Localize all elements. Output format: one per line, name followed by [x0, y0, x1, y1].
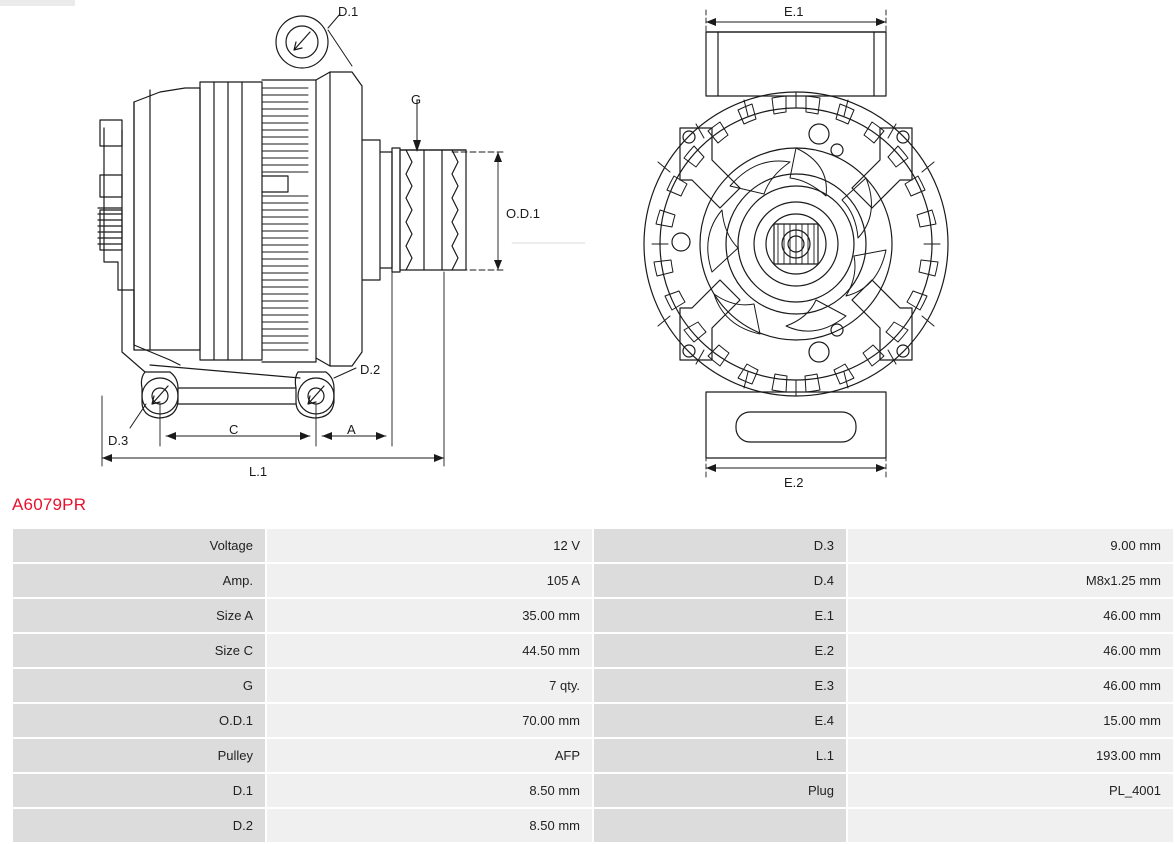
spec-value: 35.00 mm: [266, 598, 593, 633]
spec-label: Plug: [593, 773, 847, 808]
table-row: [12, 808, 1174, 843]
spec-label: D.1: [12, 773, 266, 808]
spec-value: 70.00 mm: [266, 703, 593, 738]
table-row: [12, 773, 1174, 808]
spec-value: M8x1.25 mm: [847, 563, 1174, 598]
part-number: A6079PR: [12, 495, 87, 514]
spec-value: 46.00 mm: [847, 668, 1174, 703]
spec-value: 15.00 mm: [847, 703, 1174, 738]
label-a: A: [347, 422, 356, 437]
label-d2: D.2: [360, 362, 381, 377]
spec-label: Pulley: [12, 738, 266, 773]
label-d1: D.1: [338, 4, 359, 19]
spec-value: 9.00 mm: [847, 528, 1174, 563]
side-view: [98, 14, 585, 466]
spec-label: D.2: [12, 808, 266, 843]
table-row: [12, 598, 1174, 633]
table-row: [12, 703, 1174, 738]
table-row: [12, 528, 1174, 563]
label-g: G: [411, 92, 422, 107]
table-row: [12, 738, 1174, 773]
spec-label: G: [12, 668, 266, 703]
spec-label: E.1: [593, 598, 847, 633]
label-d3: D.3: [108, 433, 129, 448]
front-view: [644, 10, 948, 478]
spec-label: E.3: [593, 668, 847, 703]
spec-value: 46.00 mm: [847, 598, 1174, 633]
spec-value: AFP: [266, 738, 593, 773]
spec-value-empty: [847, 808, 1174, 843]
spec-label: E.4: [593, 703, 847, 738]
label-e1: E.1: [784, 4, 804, 19]
spec-label-empty: [593, 808, 847, 843]
spec-label: L.1: [593, 738, 847, 773]
spec-value: PL_4001: [847, 773, 1174, 808]
spec-value: 7 qty.: [266, 668, 593, 703]
spec-label: Size C: [12, 633, 266, 668]
spec-label: Amp.: [12, 563, 266, 598]
spec-label: D.4: [593, 563, 847, 598]
table-row: [12, 668, 1174, 703]
spec-value: 8.50 mm: [266, 808, 593, 843]
label-od1: O.D.1: [506, 206, 540, 221]
spec-value: 105 A: [266, 563, 593, 598]
spec-label: D.3: [593, 528, 847, 563]
specifications-table: [11, 527, 1175, 844]
spec-value: 8.50 mm: [266, 773, 593, 808]
spec-label: Size A: [12, 598, 266, 633]
spec-value: 193.00 mm: [847, 738, 1174, 773]
label-e2: E.2: [784, 475, 804, 490]
label-c: C: [229, 422, 239, 437]
table-row: [12, 633, 1174, 668]
spec-value: 46.00 mm: [847, 633, 1174, 668]
spec-value: 44.50 mm: [266, 633, 593, 668]
spec-value: 12 V: [266, 528, 593, 563]
table-row: [12, 563, 1174, 598]
spec-label: E.2: [593, 633, 847, 668]
spec-label: Voltage: [12, 528, 266, 563]
spec-label: O.D.1: [12, 703, 266, 738]
label-l1: L.1: [249, 464, 268, 479]
